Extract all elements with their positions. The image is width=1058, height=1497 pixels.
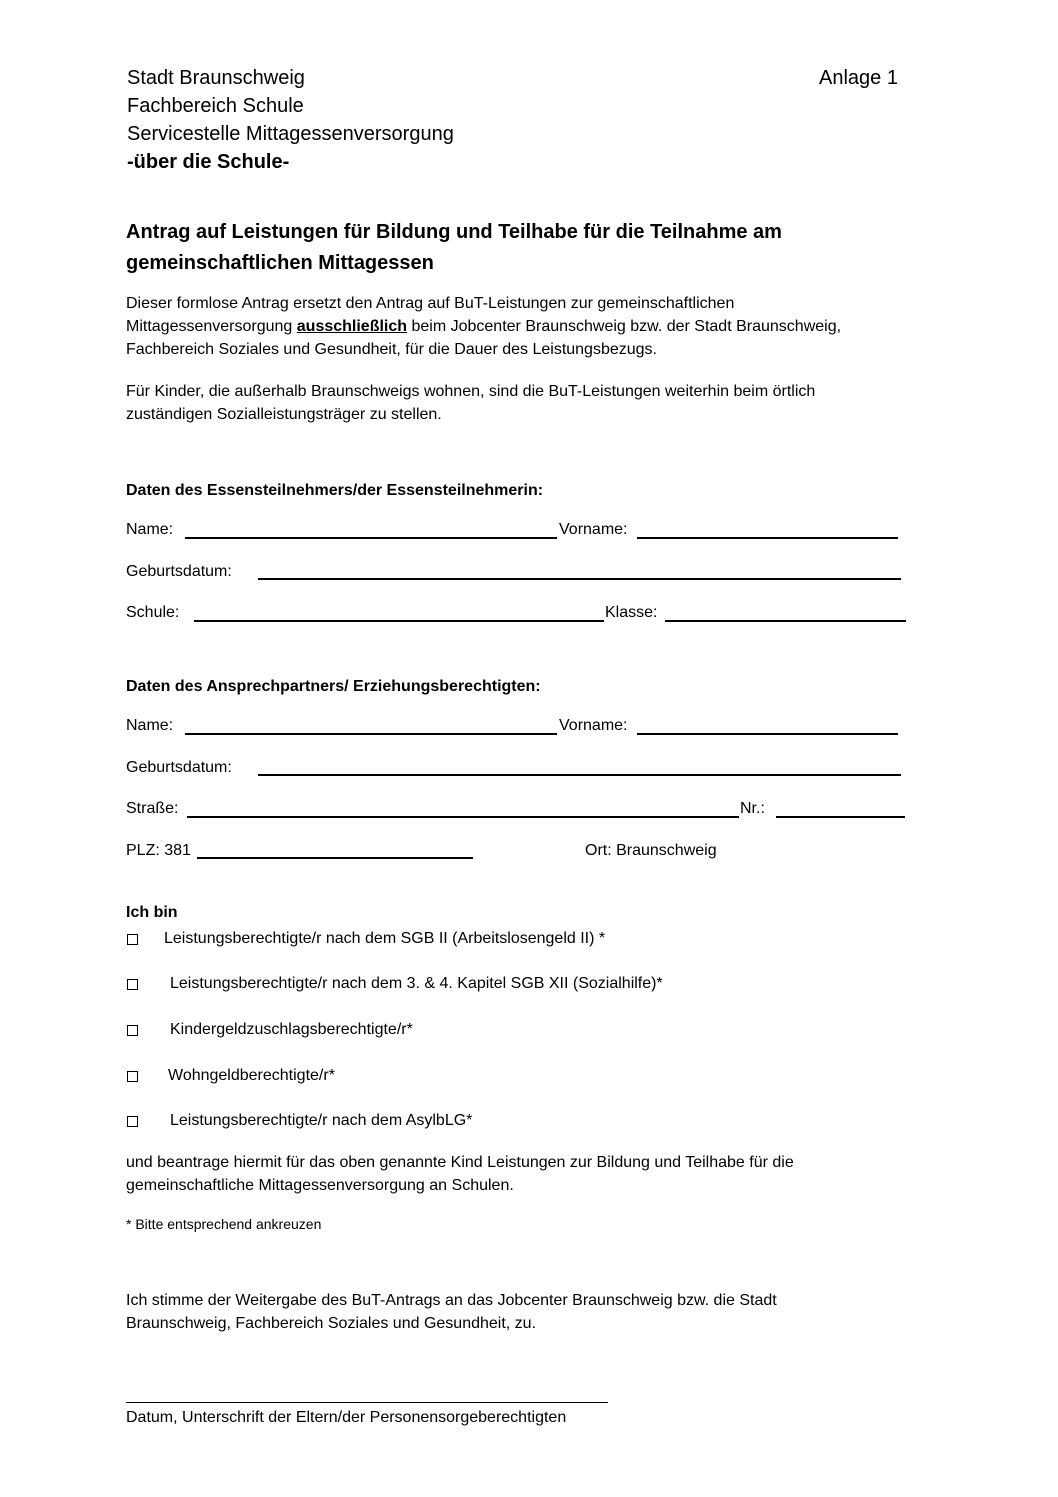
request-line2: gemeinschaftliche Mittagessenversorgung an Schulen. [126, 1177, 514, 1194]
signature-field[interactable] [126, 1402, 608, 1403]
option-kinderzuschlag-label: Kindergeldzuschlagsberechtigte/r* [170, 1021, 413, 1038]
participant-class-label: Klasse: [605, 604, 658, 621]
intro-p1-line1: Dieser formlose Antrag ersetzt den Antrag auf BuT-Leistungen zur gemeinschaftlichen [126, 295, 735, 312]
participant-firstname-field[interactable] [637, 537, 898, 539]
participant-heading: Daten des Essensteilnehmers/der Essensteilnehmerin: [126, 482, 544, 499]
guardian-name-field[interactable] [185, 733, 557, 735]
intro-p1-line2-post: beim Jobcenter Braunschweig bzw. der Stadt Braunschweig, [407, 318, 842, 335]
option-wohngeld-label: Wohngeldberechtigte/r* [168, 1067, 335, 1084]
form-title-line1: Antrag auf Leistungen für Bildung und Teilhabe für die Teilnahme am [126, 221, 782, 243]
participant-school-field[interactable] [194, 620, 604, 622]
attachment-label: Anlage 1 [819, 67, 898, 89]
form-title-line2: gemeinschaftlichen Mittagessen [126, 252, 434, 274]
org-department: Fachbereich Schule [127, 95, 304, 117]
option-sgb2-checkbox[interactable] [127, 934, 138, 945]
guardian-number-field[interactable] [776, 816, 905, 818]
guardian-heading: Daten des Ansprechpartners/ Erziehungsberechtigten: [126, 678, 541, 695]
guardian-city-label: Ort: Braunschweig [585, 842, 717, 859]
option-wohngeld-checkbox[interactable] [127, 1071, 138, 1082]
org-channel: -über die Schule- [127, 151, 290, 173]
intro-emphasis: ausschließlich [296, 318, 408, 335]
guardian-birthdate-label: Geburtsdatum: [126, 759, 232, 776]
option-asylblg-label: Leistungsberechtigte/r nach dem AsylbLG* [170, 1112, 473, 1129]
guardian-birthdate-field[interactable] [258, 774, 901, 776]
footnote: * Bitte entsprechend ankreuzen [126, 1216, 322, 1232]
option-sgb2-label: Leistungsberechtigte/r nach dem SGB II (Arbeitslosengeld II) * [164, 930, 606, 947]
option-kinderzuschlag-checkbox[interactable] [127, 1025, 138, 1036]
intro-p1-line2 [126, 315, 841, 338]
guardian-firstname-field[interactable] [637, 733, 898, 735]
consent-line1: Ich stimme der Weitergabe des BuT-Antrags an das Jobcenter Braunschweig bzw. die Stadt [126, 1292, 777, 1309]
guardian-firstname-label: Vorname: [559, 717, 628, 734]
intro-p1-line2-pre: Mittagessenversorgung [126, 318, 297, 335]
intro-p1-line3: Fachbereich Soziales und Gesundheit, für die Dauer des Leistungsbezugs. [126, 341, 657, 358]
participant-school-label: Schule: [126, 604, 180, 621]
participant-name-field[interactable] [185, 537, 557, 539]
guardian-name-label: Name: [126, 717, 174, 734]
option-asylblg-checkbox[interactable] [127, 1116, 138, 1127]
intro-p2-line1: Für Kinder, die außerhalb Braunschweigs wohnen, sind die BuT-Leistungen weiterhin beim örtlich [126, 383, 816, 400]
consent-line2: Braunschweig, Fachbereich Soziales und Gesundheit, zu. [126, 1315, 537, 1332]
guardian-number-label: Nr.: [740, 800, 765, 817]
org-service: Servicestelle Mittagessenversorgung [127, 123, 454, 145]
option-sgb12-checkbox[interactable] [127, 979, 138, 990]
guardian-zip-field[interactable] [197, 857, 473, 859]
participant-birthdate-label: Geburtsdatum: [126, 563, 232, 580]
guardian-street-label: Straße: [126, 800, 179, 817]
eligibility-heading: Ich bin [126, 904, 178, 921]
guardian-street-field[interactable] [187, 816, 739, 818]
option-sgb12-label: Leistungsberechtigte/r nach dem 3. & 4. Kapitel SGB XII (Sozialhilfe)* [170, 975, 663, 992]
intro-p2-line2: zuständigen Sozialleistungsträger zu stellen. [126, 406, 442, 423]
signature-label: Datum, Unterschrift der Eltern/der Personensorgeberechtigten [126, 1409, 567, 1426]
guardian-zip-label: PLZ: 381 [126, 842, 191, 859]
participant-birthdate-field[interactable] [258, 578, 901, 580]
participant-name-label: Name: [126, 521, 174, 538]
participant-class-field[interactable] [665, 620, 906, 622]
org-name: Stadt Braunschweig [127, 67, 305, 89]
request-line1: und beantrage hiermit für das oben genannte Kind Leistungen zur Bildung und Teilhabe für die [126, 1154, 794, 1171]
participant-firstname-label: Vorname: [559, 521, 628, 538]
